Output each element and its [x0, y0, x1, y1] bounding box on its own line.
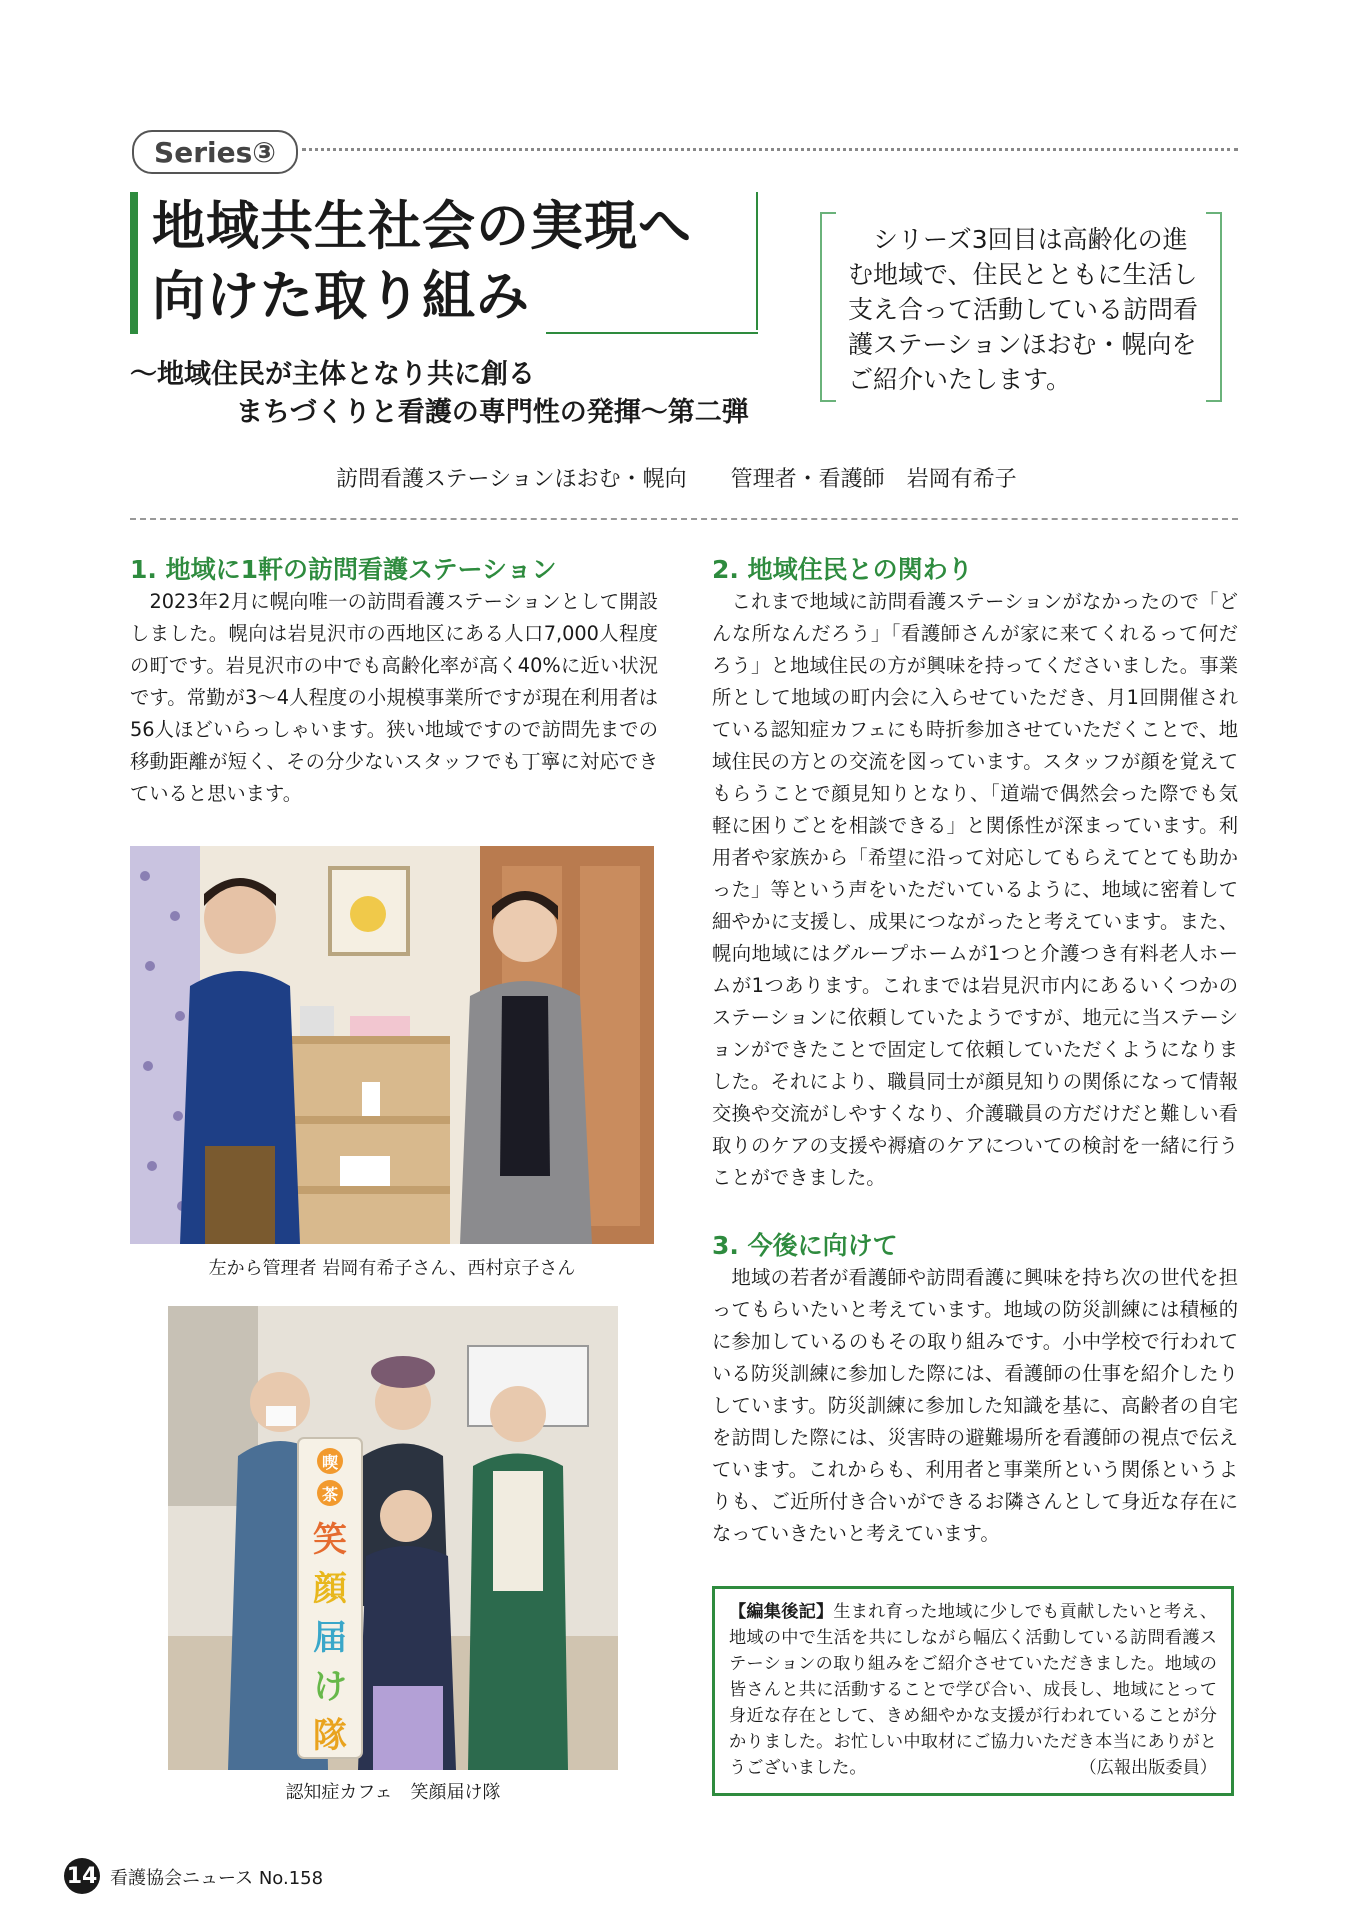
banner-char-2: 茶 — [317, 1480, 343, 1506]
series-badge — [132, 130, 298, 174]
page-number: 14 — [64, 1858, 100, 1894]
page-title — [152, 192, 762, 332]
editorial-signature: （広報出版委員） — [1079, 1758, 1217, 1778]
banner-char-4: 顔 — [313, 1569, 347, 1609]
subtitle-line-2: まちづくりと看護の専門性の発揮～第二弾 — [236, 397, 749, 428]
section-2-body: これまで地域に訪問看護ステーションがなかったので「どんな所なんだろう」「看護師さんが家に来てくれるって何だろう」と地域住民の方が興味を持ってくださいました。事業所として地域の町内会に入らせていただき、月1回開催されている認知症カフェにも時折参加させていただくことで、地域住民の方との交流を図っています。スタッフが顔を覚えてもらうことで顔見知りとなり、「道端で偶然会った際でも気軽に困りごとを相談できる」と関係性が深まっています。利用者や家族から「希望に沿って対応してもらえてとても助かった」等という声をいただいているように、地域に密着して細やかに支援し、成果につながったと考えています。また、幌向地域にはグループホームが1つと介護つき有料老人ホームが1つあります。これまでは岩見沢市内にあるいくつかのステーションに依頼していたようですが、地元に当ステーションができたことで固定して依頼していただくようになりました。それにより、職員同士が顔見知りの関係になって情報交換や交流がしやすくなり、介護職員の方だけだと難しい看取りのケアの支援や褥瘡のケアについての検討を一緒に行うことができました。 — [712, 590, 1238, 1189]
editorial-heading: 【編集後記】 — [729, 1602, 834, 1622]
byline-divider — [130, 518, 1238, 520]
publication-name: 看護協会ニュース No.158 — [110, 1868, 324, 1889]
section-2-heading: 2. 地域住民との関わり — [712, 555, 973, 584]
byline: 訪問看護ステーションほおむ・幌向 管理者・看護師 岩岡有希子 — [336, 467, 1017, 492]
banner-char-3: 笑 — [313, 1520, 347, 1560]
intro-bracket-left — [820, 212, 836, 402]
title-accent-bar — [130, 192, 138, 334]
series-number: ③ — [252, 135, 276, 169]
title-bracket — [756, 192, 758, 330]
intro-bracket-right — [1206, 212, 1222, 402]
cafe-photo — [168, 1306, 618, 1770]
staff-photo-caption: 左から管理者 岩岡有希子さん、西村京子さん — [208, 1258, 576, 1279]
banner-char-6: け — [313, 1667, 347, 1707]
cafe-photo-caption: 認知症カフェ 笑顔届け隊 — [285, 1782, 501, 1803]
intro-text: シリーズ3回目は高齢化の進む地域で、住民とともに生活し支え合って活動している訪問看護ステーションほおむ・幌向をご紹介いたします。 — [848, 225, 1199, 394]
section-1-heading: 1. 地域に1軒の訪問看護ステーション — [130, 555, 557, 584]
editorial-note — [712, 1586, 1234, 1796]
title-underline — [546, 332, 758, 334]
section-1-body: 2023年2月に幌向唯一の訪問看護ステーションとして開設しました。幌向は岩見沢市の西地区にある人口7,000人程度の町です。岩見沢市の中でも高齢化率が高く40%に近い状況です。常勤が3～4人程度の小規模事業所ですが現在利用者は56人ほどいらっしゃいます。狭い地域ですので訪問先までの移動距離が短く、その分少ないスタッフでも丁寧に対応できていると思います。 — [130, 590, 658, 805]
title-line-1: 地域共生社会の実現へ — [152, 196, 692, 257]
editorial-body: 生まれ育った地域に少しでも貢献したいと考え、地域の中で生活を共にしながら幅広く活動している訪問看護ステーションの取り組みをご紹介させていただきました。地域の皆さんと共に活動することで学び合い、成長し、地域にとって身近な存在として、きめ細やかな支援が行われていることが分かりました。お忙しい中取材にご協力いただき本当にありがとうございました。 — [729, 1602, 1217, 1778]
title-line-2: 向けた取り組み — [152, 266, 530, 327]
section-3-heading: 3. 今後に向けて — [712, 1231, 898, 1260]
series-label: Series — [154, 135, 253, 169]
banner-char-5: 届 — [313, 1618, 347, 1658]
banner-char-1: 喫 — [317, 1448, 343, 1474]
cafe-banner — [298, 1444, 362, 1757]
subtitle-line-1: ～地域住民が主体となり共に創る — [130, 359, 535, 390]
staff-photo — [130, 846, 654, 1244]
series-divider — [302, 148, 1238, 151]
section-3-body: 地域の若者が看護師や訪問看護に興味を持ち次の世代を担ってもらいたいと考えています。地域の防災訓練には積極的に参加しているのもその取り組みです。小中学校で行われている防災訓練に参加した際には、看護師の仕事を紹介したりしています。防災訓練に参加した知識を基に、高齢者の自宅を訪問した際には、災害時の避難場所を看護師の視点で伝えています。これからも、利用者と事業所という関係というよりも、ご近所付き合いができるお隣さんとして身近な存在になっていきたいと考えています。 — [712, 1266, 1238, 1545]
banner-char-7: 隊 — [313, 1716, 347, 1756]
